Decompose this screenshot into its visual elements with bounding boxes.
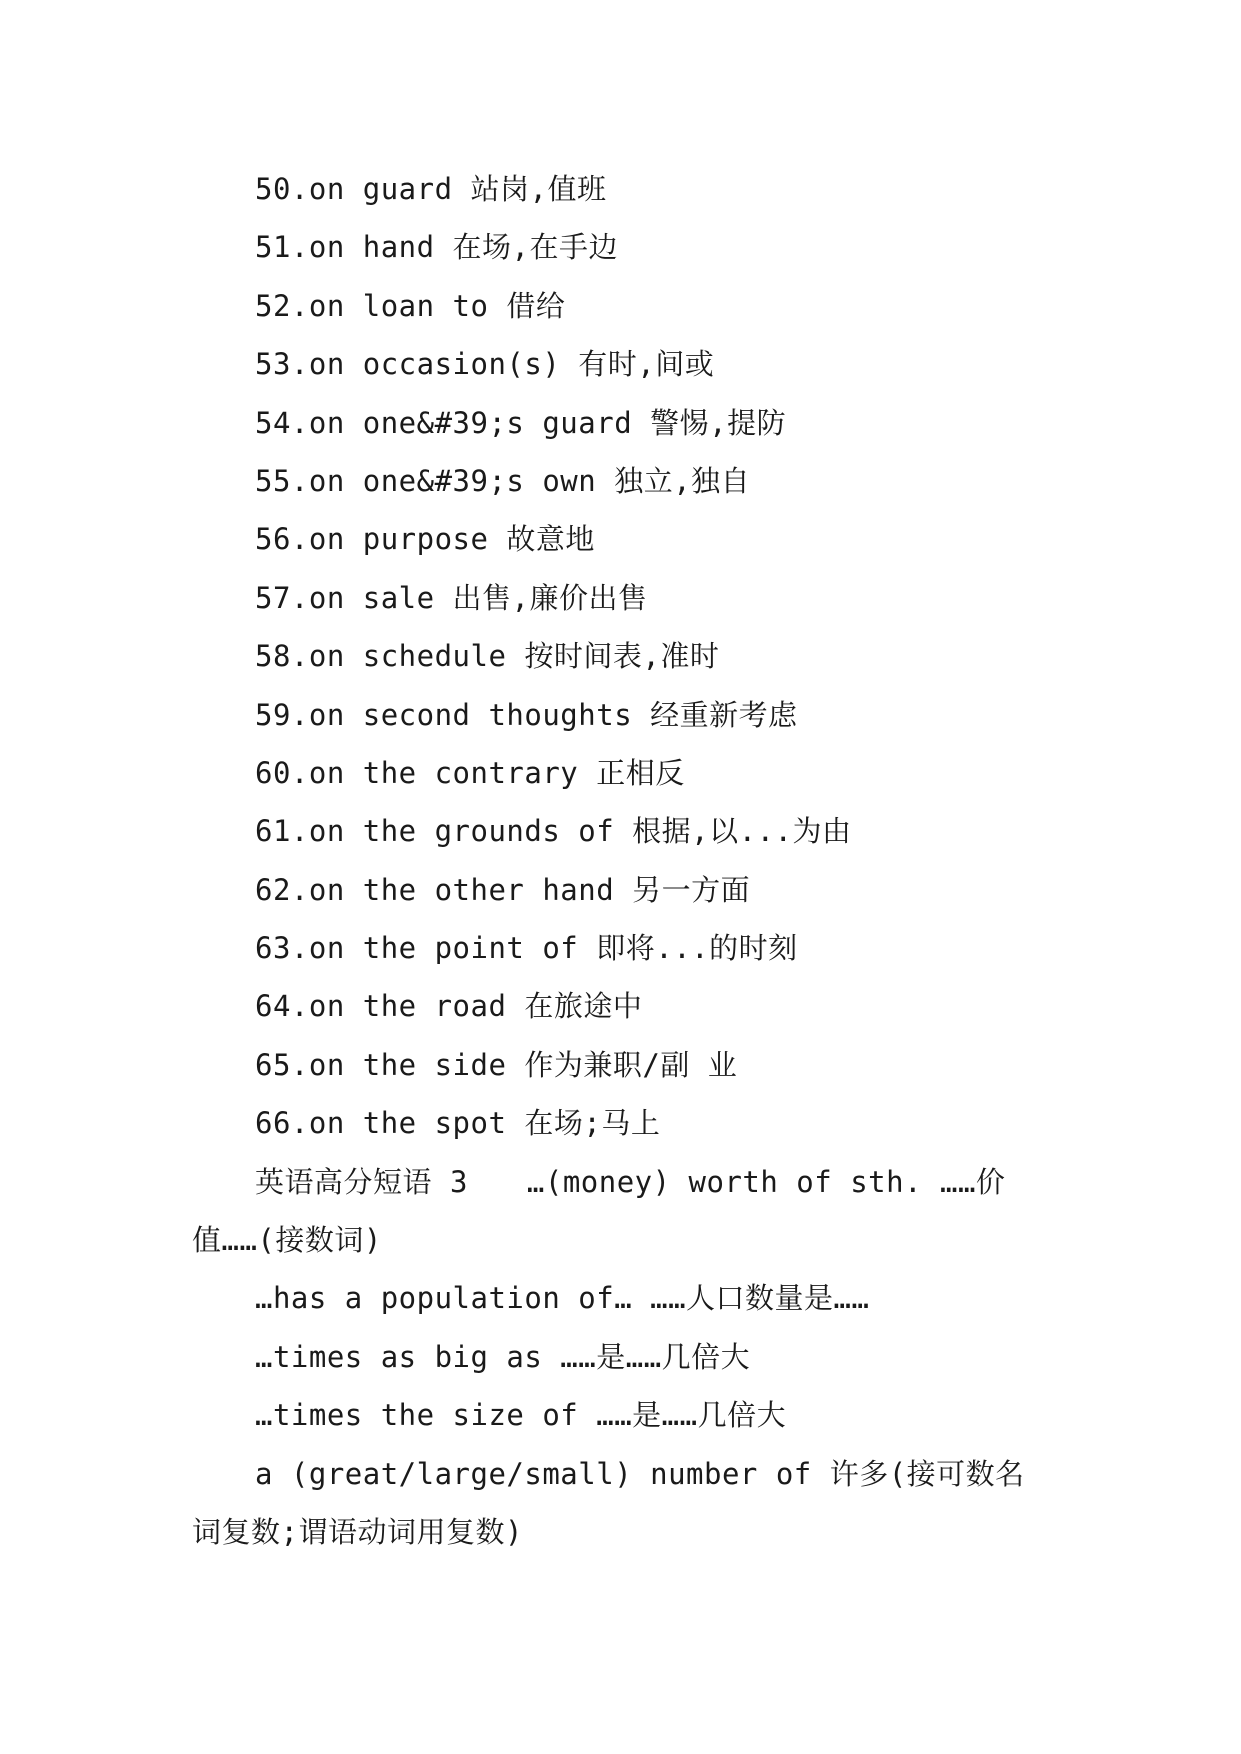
section-item: …times as big as ……是……几倍大 — [255, 1339, 751, 1374]
phrase-line: 61.on the grounds of 根据,以...为由 — [255, 814, 852, 849]
phrase-line: 63.on the point of 即将...的时刻 — [255, 931, 798, 966]
phrase-line: 57.on sale 出售,廉价出售 — [255, 580, 648, 615]
section-item: …has a population of… ……人口数量是…… — [255, 1281, 870, 1316]
phrase-line: 56.on purpose 故意地 — [255, 522, 595, 557]
phrase-line: 52.on loan to 借给 — [255, 288, 566, 323]
phrase-line: 65.on the side 作为兼职/副 业 — [255, 1047, 738, 1082]
phrase-line: 66.on the spot 在场;马上 — [255, 1106, 661, 1141]
phrase-line: 53.on occasion(s) 有时,间或 — [255, 347, 715, 382]
phrase-line: 55.on one&#39;s own 独立,独自 — [255, 463, 751, 498]
phrase-line: 54.on one&#39;s guard 警惕,提防 — [255, 405, 787, 440]
phrase-line: 58.on schedule 按时间表,准时 — [255, 639, 720, 674]
phrase-line: 51.on hand 在场,在手边 — [255, 230, 619, 265]
section-intro-paragraph: 英语高分短语 3 …(money) worth of sth. ……价值……(接数词) — [192, 1164, 1006, 1258]
phrase-line: 64.on the road 在旅途中 — [255, 989, 643, 1024]
phrase-line: 60.on the contrary 正相反 — [255, 755, 685, 790]
section-last-paragraph: a (great/large/small) number of 许多(接可数名词复数;谓语动词用复数) — [192, 1456, 1025, 1550]
phrase-list — [192, 160, 1050, 1561]
phrase-line: 62.on the other hand 另一方面 — [255, 872, 751, 907]
phrase-line: 50.on guard 站岗,值班 — [255, 172, 607, 206]
phrase-line: 59.on second thoughts 经重新考虑 — [255, 697, 798, 732]
section-item: …times the size of ……是……几倍大 — [255, 1398, 787, 1433]
